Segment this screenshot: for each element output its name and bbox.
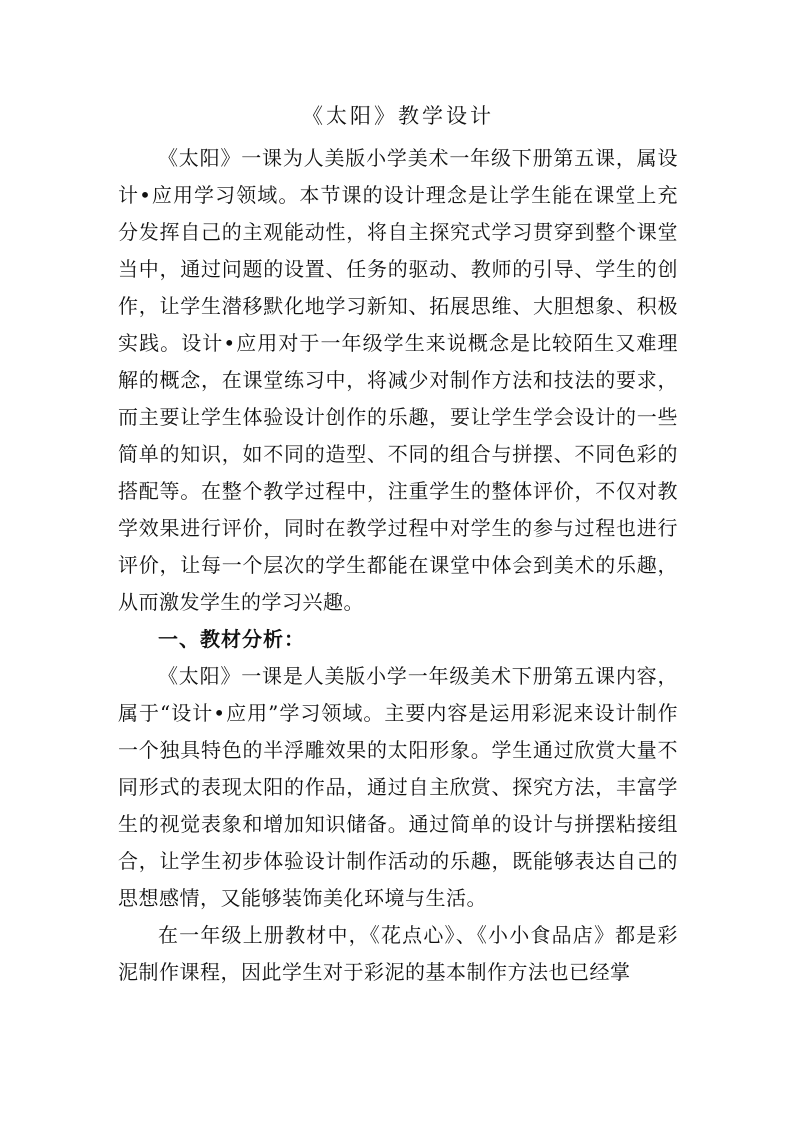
section-heading-textbook-analysis: 一、教材分析： [158,627,305,651]
document-title: 《太阳》教学设计 [302,104,494,128]
section-paragraph: 在一年级上册教材中，《花点心》、《小小食品店》都是彩泥制作课程，因此学生对于彩泥的基本制作方法也已经掌 [118,923,678,984]
intro-paragraph: 《太阳》一课为人美版小学美术一年级下册第五课，属设计•应用学习领域。本节课的设计理念是让学生能在课堂上充分发挥自己的主观能动性，将自主探究式学习贯穿到整个课堂当中，通过问题的设置、任务的驱动、教师的引导、学生的创作，让学生潜移默化地学习新知、拓展思维、大胆想象、积极实践。设计•应用对于一年级学生来说概念是比较陌生又难理解的概念，在课堂练习中，将减少对制作方法和技法的要求，而主要让学生体验设计创作的乐趣，要让学生学会设计的一些简单的知识，如不同的造型、不同的组合与拼摆、不同色彩的搭配等。在整个教学过程中，注重学生的整体评价，不仅对教学效果进行评价，同时在教学过程中对学生的参与过程也进行评价，让每一个层次的学生都能在课堂中体会到美术的乐趣，从而激发学生的学习兴趣。 [118,146,678,614]
section-paragraph: 《太阳》一课是人美版小学一年级美术下册第五课内容，属于“设计•应用”学习领域。主要内容是运用彩泥来设计制作一个独具特色的半浮雕效果的太阳形象。学生通过欣赏大量不同形式的表现太阳的作品，通过自主欣赏、探究方法，丰富学生的视觉表象和增加知识储备。通过简单的设计与拼摆粘接组合，让学生初步体验设计制作活动的乐趣，既能够表达自己的思想感情，又能够装饰美化环境与生活。 [118,664,678,910]
document-page [118,100,678,991]
